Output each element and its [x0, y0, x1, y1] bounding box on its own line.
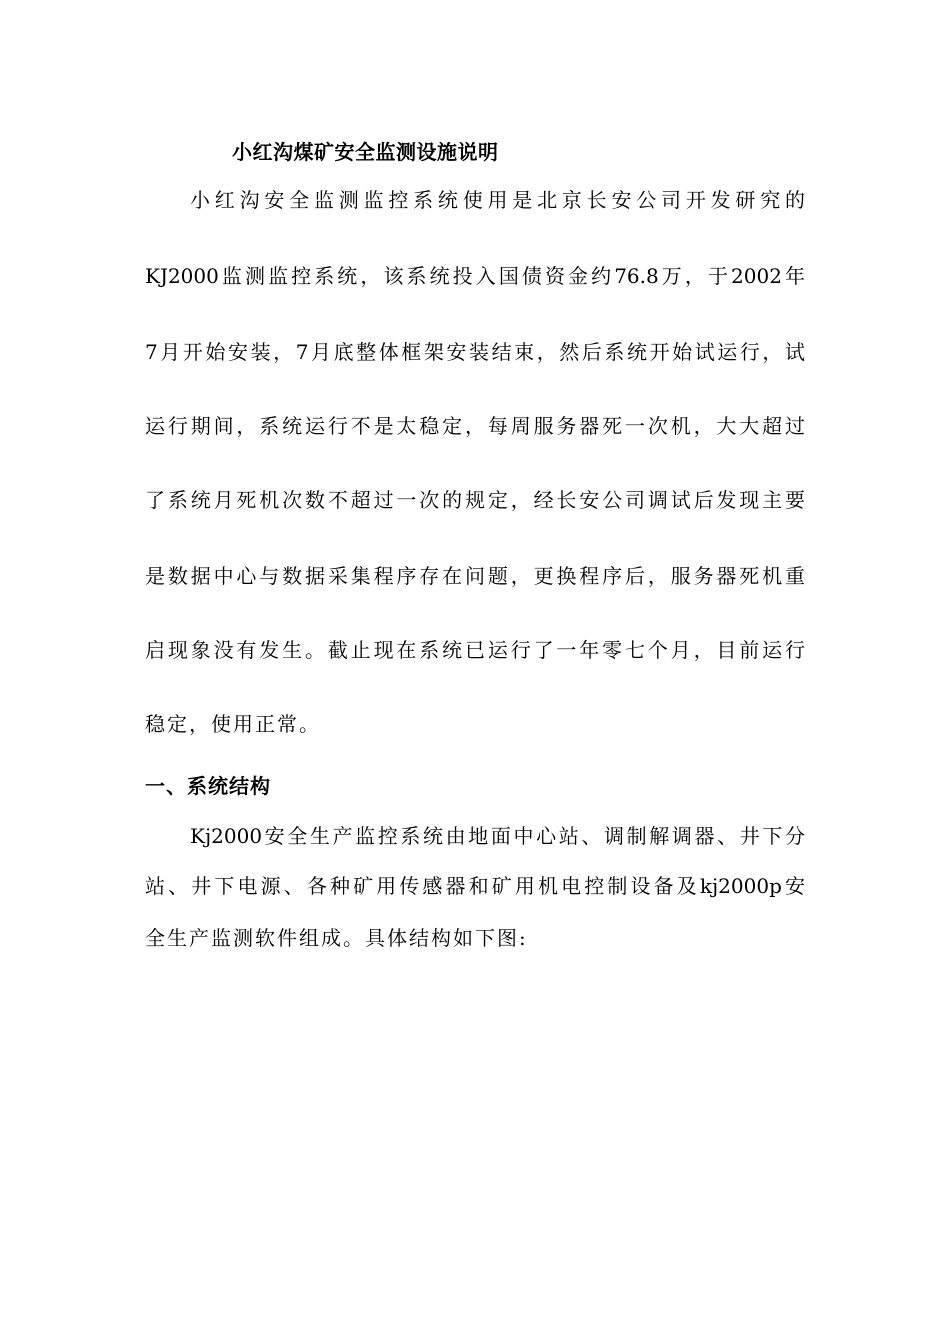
paragraph-line: 稳定，使用正常。 — [145, 712, 321, 736]
section-paragraph-line: Kj2000安全生产监控系统由地面中心站、调制解调器、井下分 — [190, 824, 805, 848]
section-paragraph-line: 全生产监测软件组成。具体结构如下图: — [145, 926, 528, 950]
section-heading: 一、系统结构 — [145, 774, 271, 798]
paragraph-line: 运行期间，系统运行不是太稳定，每周服务器死一次机，大大超过 — [145, 414, 805, 438]
paragraph-line: 了系统月死机次数不超过一次的规定，经长安公司调试后发现主要 — [145, 488, 805, 512]
section-paragraph-line: 站、井下电源、各种矿用传感器和矿用机电控制设备及kj2000p安 — [145, 874, 805, 898]
paragraph-line: 小红沟安全监测监控系统使用是北京长安公司开发研究的 — [190, 188, 805, 212]
paragraph-line: 7月开始安装，7月底整体框架安装结束，然后系统开始试运行，试 — [145, 340, 805, 364]
paragraph-line: KJ2000监测监控系统，该系统投入国债资金约76.8万，于2002年 — [145, 264, 805, 288]
document-title: 小红沟煤矿安全监测设施说明 — [232, 140, 499, 164]
paragraph-line: 是数据中心与数据采集程序存在问题，更换程序后，服务器死机重 — [145, 564, 805, 588]
paragraph-line: 启现象没有发生。截止现在系统已运行了一年零七个月，目前运行 — [145, 638, 805, 662]
